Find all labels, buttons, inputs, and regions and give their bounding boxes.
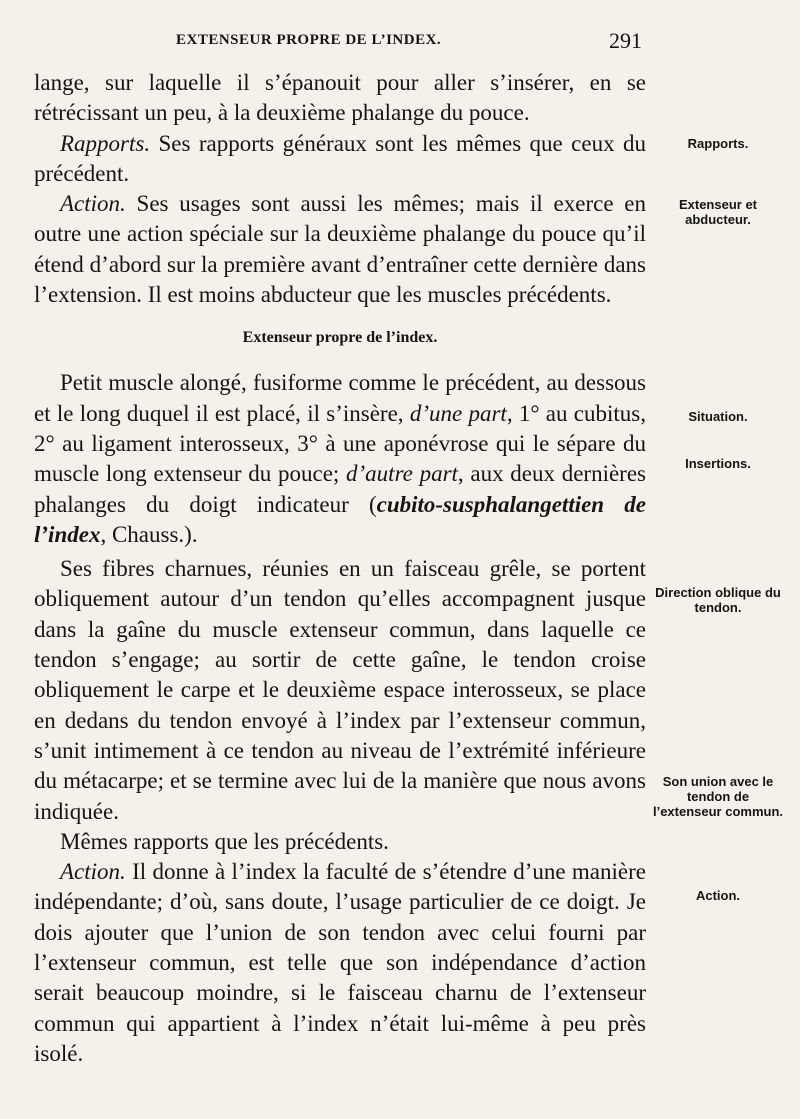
rapports-label: Rapports. [60,130,151,156]
paragraph-continuation [34,68,646,129]
rapports-text: Ses rapports généraux sont les mêmes que ceux du précédent. [34,130,646,186]
page-header [176,20,642,62]
margin-note-action: Action. [695,888,741,903]
paragraph-action-index [34,857,646,1069]
body-text-column [34,68,646,1069]
fibres-text: Ses fibres charnues, réunies en un faisceau grêle, se portent obliquement autour d’un tendon qu’elles accompagnent jusque dans la gaîne du muscle extenseur commun, dans laquelle ce tendon s’engage; au sortir de cette gaîne, le tendon croise obliquement le carpe et le deuxième espace interosseux, se place en dedans du tendon envoyé à l’index par l’extenseur commun, s’unit intimement à ce tendon au niveau de l’extrémité inférieure du métacarpe; et se termine avec lui de la manière que nous avons indiquée. [34,556,646,824]
action-index-label: Action. [60,859,126,885]
memes-rapports-text: Mêmes rapports que les précédents. [60,828,389,854]
action-label: Action. [60,191,126,217]
paragraph-rapports [34,129,646,190]
margin-note-rapports: Rapports. [687,136,749,151]
emphasis-dune-part: d’une part [409,400,507,426]
emphasis-dautre-part: d’autre part [346,461,458,487]
margin-note-direction-oblique: Direction oblique du tendon. [655,585,781,615]
paragraph-action [34,189,646,310]
page-number: 291 [609,28,642,53]
paragraph-memes-rapports [34,827,646,857]
paragraph-fibres [34,554,646,827]
margin-note-insertions: Insertions. [685,456,751,471]
index-description-part-3: , aux deux dernières phalanges du doigt indicateur ( [34,461,646,517]
paragraph-1-text: lange, sur laquelle il s’épanouit pour aller s’insérer, en se rétrécissant un peu, à la deuxième phalange du pouce. [34,70,646,126]
running-head-title: EXTENSEUR PROPRE DE L’INDEX. [176,32,442,48]
margin-note-extenseur-abducteur: Extenseur et abducteur. [678,197,758,227]
action-text: Ses usages sont aussi les mêmes; mais il exerce en outre une action spéciale sur la deuxième phalange du pouce qu’il étend d’abord sur la première avant d’entraîner cette dernière dans l’extension. Il est moins abducteur que les muscles précédents. [34,191,646,308]
margin-note-son-union: Son union avec le tendon de l’extenseur commun. [652,774,784,819]
margin-note-situation: Situation. [688,409,748,424]
action-index-text: Il donne à l’index la faculté de s’étendre d’une manière indépendante; d’où, sans doute, l’usage particulier de ce doigt. Je dois ajouter que l’union de son tendon avec celui fourni par l’extenseur commun, est telle que son indépendance d’action serait beaucoup moindre, si le faisceau charnu de l’extenseur commun qui appartient à l’index n’était lui-même à peu près isolé. [34,859,646,1066]
section-heading: Extenseur propre de l’index. [242,329,438,347]
index-description-part-2: , 1° au cubitus, 2° au ligament interosseux, 3° à une aponévrose qui le sépare du muscle long extenseur du pouce; [34,400,646,487]
index-description-part-1: Petit muscle alongé, fusiforme comme le précédent, au dessous et le long duquel il est placé, il s’insère, [34,370,646,426]
index-description-part-4: , Chauss.). [100,521,198,547]
paragraph-index-description [34,368,646,550]
emphasis-latin-name: cubito-susphalangettien de l’index [34,491,646,547]
